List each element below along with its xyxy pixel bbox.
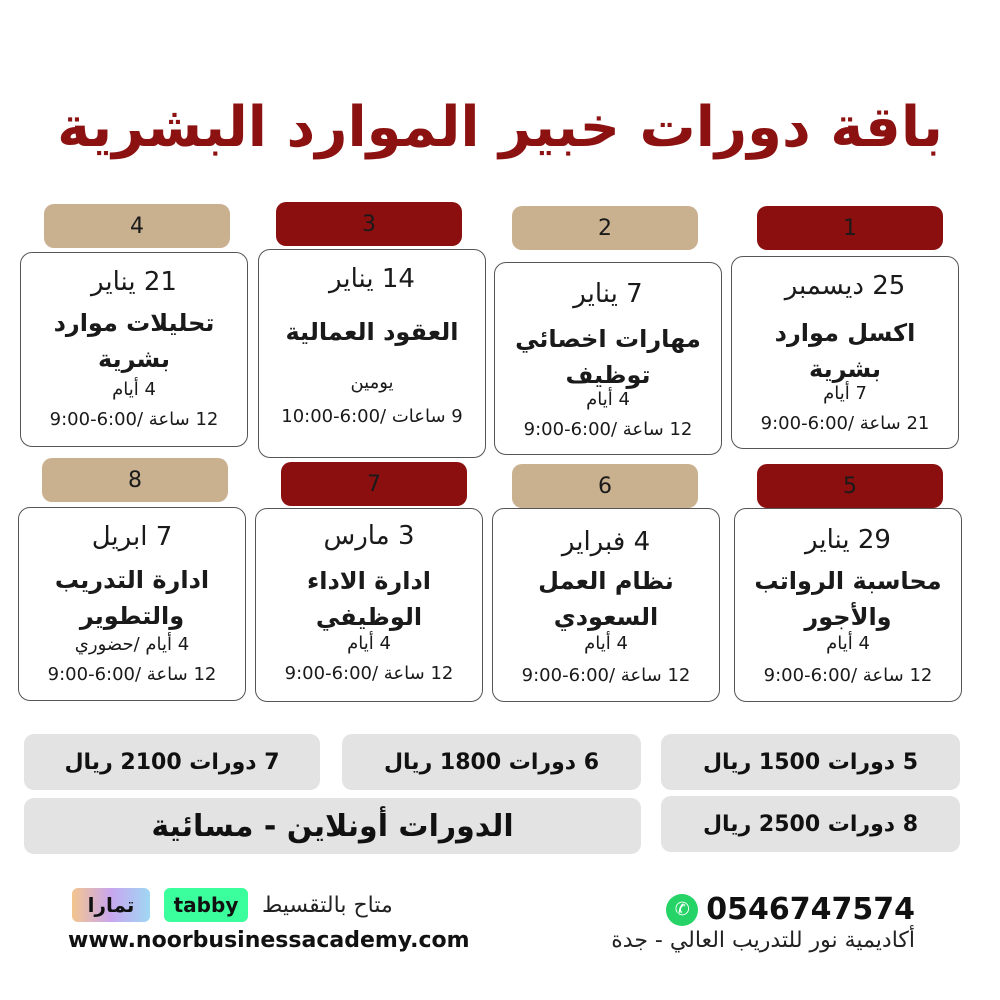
installment-row bbox=[72, 888, 393, 922]
phone-number: 0546747574 bbox=[706, 892, 915, 927]
course-date: 25 ديسمبر bbox=[784, 271, 906, 301]
course-badge-4 bbox=[44, 204, 230, 248]
price-label: 7 دورات 2100 ريال bbox=[64, 749, 280, 775]
course-number: 4 bbox=[130, 213, 144, 239]
course-number: 8 bbox=[128, 467, 142, 493]
website-link[interactable]: www.noorbusinessacademy.com bbox=[68, 928, 470, 953]
course-card-3 bbox=[258, 249, 486, 458]
course-duration: يومين bbox=[350, 372, 394, 393]
course-hours: 21 ساعة /6:00-9:00 bbox=[760, 413, 930, 434]
price-label: 5 دورات 1500 ريال bbox=[702, 749, 919, 775]
course-number: 1 bbox=[843, 215, 857, 241]
tamara-text: تمارا bbox=[87, 893, 135, 917]
course-date: 4 فبراير bbox=[561, 527, 651, 557]
course-name: العقود العمالية bbox=[285, 318, 459, 346]
course-name: اكسل موارد بشرية bbox=[774, 319, 916, 383]
course-number: 6 bbox=[598, 473, 612, 499]
course-duration: 4 أيام bbox=[112, 379, 156, 400]
course-card-5 bbox=[734, 508, 962, 702]
course-name: مهارات اخصائي توظيف bbox=[515, 325, 701, 389]
course-duration: 4 أيام bbox=[347, 633, 391, 654]
price-label: 8 دورات 2500 ريال bbox=[702, 811, 919, 837]
course-name: ادارة التدريب والتطوير bbox=[54, 566, 210, 630]
page-title: باقة دورات خبير الموارد البشرية bbox=[57, 95, 943, 160]
price-6-courses bbox=[342, 734, 641, 790]
course-badge-3 bbox=[276, 202, 462, 246]
course-hours: 12 ساعة /6:00-9:00 bbox=[523, 419, 693, 440]
whatsapp-icon: ✆ bbox=[666, 894, 698, 926]
course-number: 7 bbox=[367, 471, 381, 497]
course-name: نظام العمل السعودي bbox=[538, 567, 674, 631]
tamara-logo bbox=[72, 888, 150, 922]
course-hours: 12 ساعة /6:00-9:00 bbox=[284, 663, 454, 684]
price-5-courses bbox=[661, 734, 960, 790]
course-card-2 bbox=[494, 262, 722, 455]
course-name: ادارة الاداء الوظيفي bbox=[306, 567, 432, 631]
course-hours: 12 ساعة /6:00-9:00 bbox=[47, 664, 217, 685]
course-number: 2 bbox=[598, 215, 612, 241]
course-hours: 12 ساعة /6:00-9:00 bbox=[763, 665, 933, 686]
course-date: 14 يناير bbox=[329, 264, 415, 294]
course-name: تحليلات موارد بشرية bbox=[53, 309, 215, 373]
course-date: 7 يناير bbox=[573, 279, 643, 309]
course-date: 29 يناير bbox=[805, 525, 891, 555]
course-card-4 bbox=[20, 252, 248, 447]
price-label: 6 دورات 1800 ريال bbox=[383, 749, 600, 775]
course-duration: 4 أيام bbox=[584, 633, 628, 654]
course-badge-5 bbox=[757, 464, 943, 508]
course-duration: 4 أيام bbox=[826, 633, 870, 654]
price-7-courses bbox=[24, 734, 320, 790]
course-number: 3 bbox=[362, 211, 376, 237]
course-badge-6 bbox=[512, 464, 698, 508]
academy-name: أكاديمية نور للتدريب العالي - جدة bbox=[611, 928, 915, 953]
course-duration: 4 أيام bbox=[586, 389, 630, 410]
online-label: الدورات أونلاين - مسائية bbox=[151, 808, 514, 844]
course-duration: 7 أيام bbox=[823, 383, 867, 404]
course-card-8 bbox=[18, 507, 246, 701]
course-badge-8 bbox=[42, 458, 228, 502]
course-badge-2 bbox=[512, 206, 698, 250]
tabby-logo bbox=[164, 888, 248, 922]
course-duration: 4 أيام /حضوري bbox=[74, 634, 190, 655]
tabby-text: tabby bbox=[173, 893, 239, 917]
phone-contact[interactable] bbox=[666, 892, 915, 927]
course-card-6 bbox=[492, 508, 720, 702]
course-hours: 12 ساعة /6:00-9:00 bbox=[521, 665, 691, 686]
course-hours: 12 ساعة /6:00-9:00 bbox=[49, 409, 219, 430]
course-date: 7 ابريل bbox=[91, 522, 173, 552]
course-badge-1 bbox=[757, 206, 943, 250]
price-8-courses bbox=[661, 796, 960, 852]
course-card-1 bbox=[731, 256, 959, 449]
installment-label: متاح بالتقسيط bbox=[262, 892, 393, 918]
course-date: 3 مارس bbox=[323, 521, 415, 551]
course-hours: 9 ساعات /6:00-10:00 bbox=[281, 406, 463, 427]
course-card-7 bbox=[255, 508, 483, 702]
course-number: 5 bbox=[843, 473, 857, 499]
course-badge-7 bbox=[281, 462, 467, 506]
online-evening-note bbox=[24, 798, 641, 854]
course-name: محاسبة الرواتب والأجور bbox=[754, 567, 942, 631]
course-date: 21 يناير bbox=[91, 267, 177, 297]
